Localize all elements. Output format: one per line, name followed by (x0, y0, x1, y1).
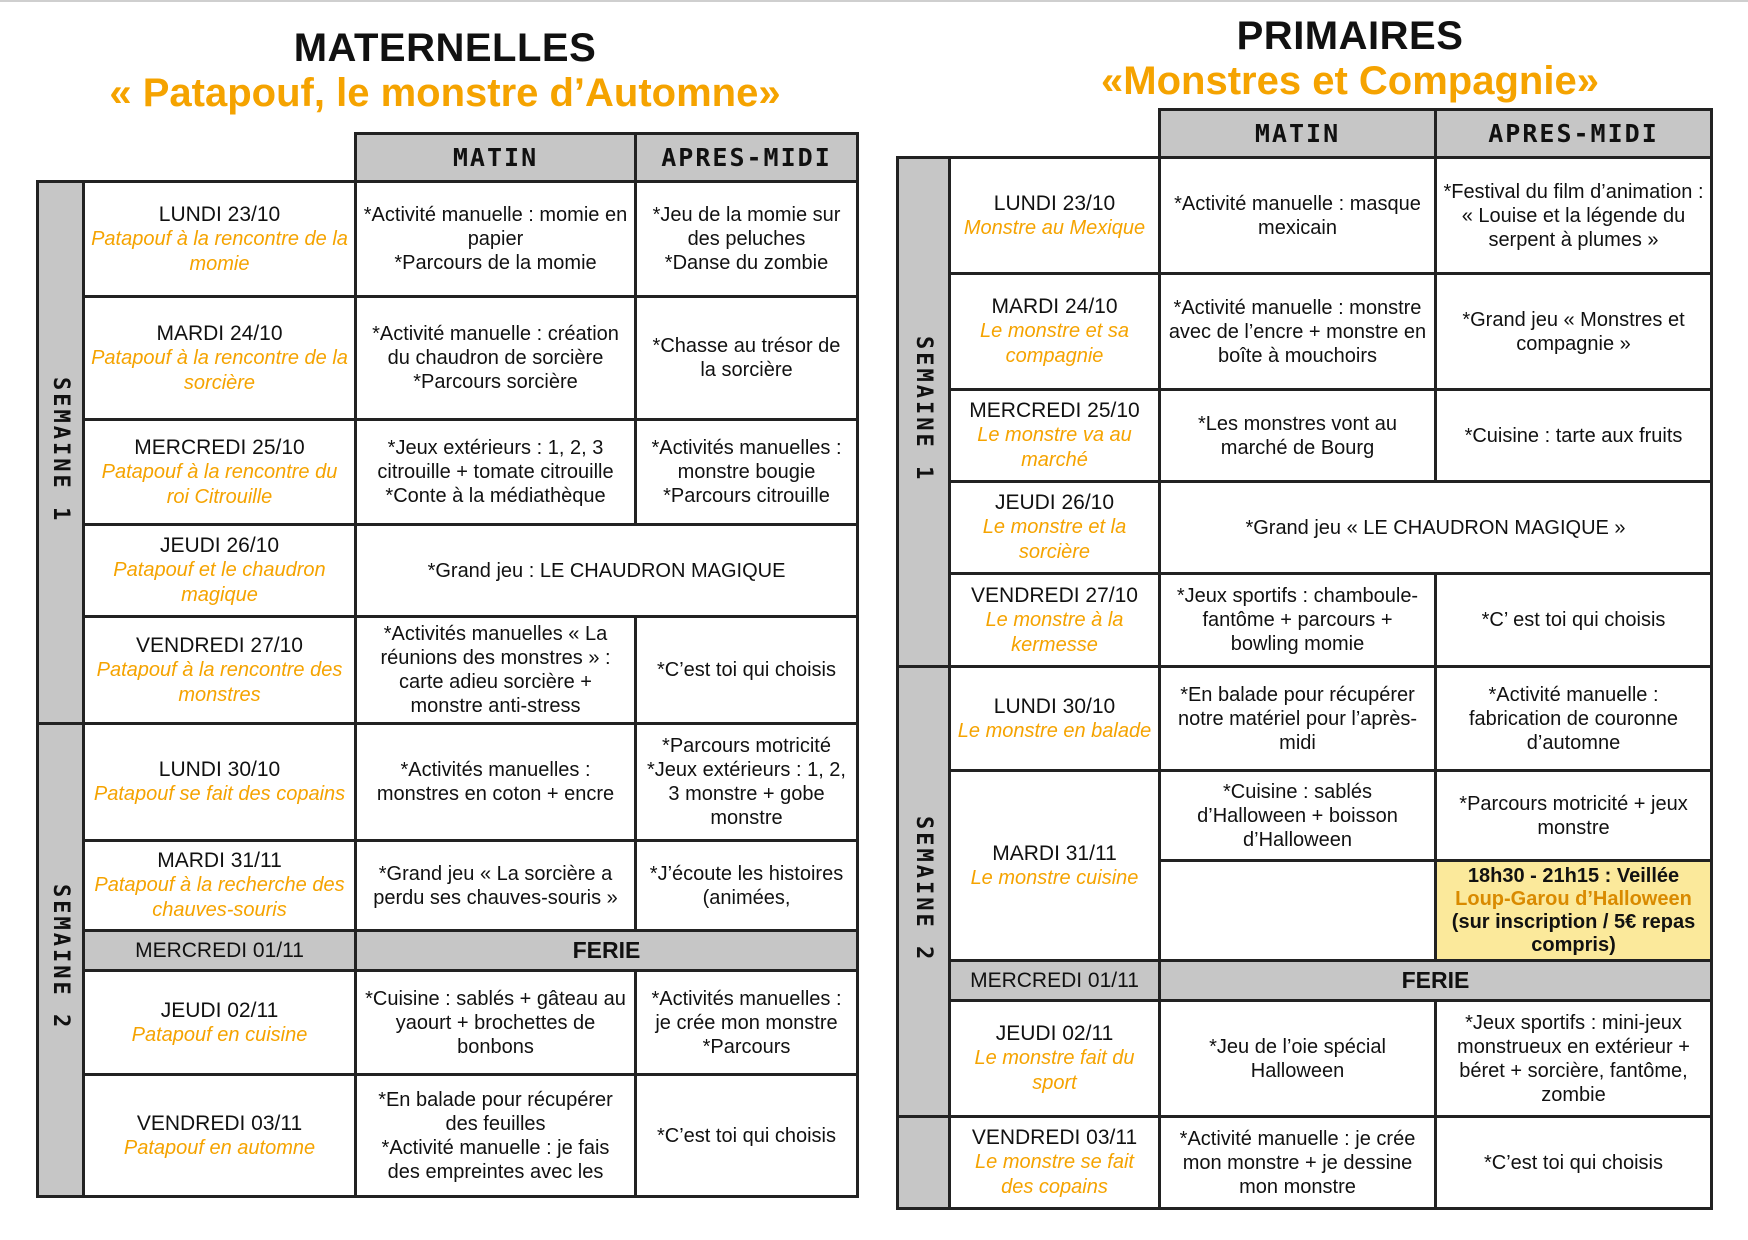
day-cell: JEUDI 02/11 Le monstre fait du sport (950, 1001, 1160, 1117)
apres-cell: *Festival du film d’animation : « Louise et la légende du serpent à plumes » (1436, 158, 1712, 274)
matin-cell: *En balade pour récupérer notre matériel pour l’après-midi (1160, 667, 1436, 771)
apres-cell: *Activités manuelles : monstre bougie *Parcours citrouille (636, 420, 858, 525)
col-header-matin: MATIN (1160, 110, 1436, 158)
matin-cell: *Les monstres vont au marché de Bourg (1160, 390, 1436, 482)
day-cell: MARDI 24/10 Le monstre et sa compagnie (950, 274, 1160, 390)
matin-cell: *Jeux sportifs : chamboule-fantôme + parcours + bowling momie (1160, 574, 1436, 667)
apres-cell: *Parcours motricité + jeux monstre (1436, 771, 1712, 861)
apres-cell: *Cuisine : tarte aux fruits (1436, 390, 1712, 482)
ferie-day-cell: MERCREDI 01/11 (950, 961, 1160, 1001)
primaires-header (980, 14, 1720, 104)
full-day-cell: *Grand jeu « LE CHAUDRON MAGIQUE » (1160, 482, 1712, 574)
day-cell: JEUDI 26/10 Le monstre et la sorcière (950, 482, 1160, 574)
apres-cell: *Activité manuelle : fabrication de couronne d’automne (1436, 667, 1712, 771)
ferie-day-cell: MERCREDI 01/11 (84, 931, 356, 971)
apres-cell: *Jeux sportifs : mini-jeux monstrueux en extérieur + béret + sorcière, fantôme, zombie (1436, 1001, 1712, 1117)
ferie-cell: FERIE (356, 931, 858, 971)
apres-cell: *Grand jeu « Monstres et compagnie » (1436, 274, 1712, 390)
day-cell: MARDI 31/11 Patapouf à la recherche des chauves-souris (84, 841, 356, 931)
col-header-matin: MATIN (356, 134, 636, 182)
apres-cell: *C’ est toi qui choisis (1436, 574, 1712, 667)
empty-cell (1160, 861, 1436, 961)
day-cell: VENDREDI 03/11 Patapouf en automne (84, 1075, 356, 1197)
corner-blank (84, 134, 356, 182)
primaires-table (896, 108, 1713, 1210)
primaires-title: PRIMAIRES (1236, 14, 1464, 58)
day-cell: MERCREDI 25/10 Patapouf à la rencontre du roi Citrouille (84, 420, 356, 525)
week-2-label: SEMAINE 2 (38, 724, 84, 1197)
apres-cell: *Jeu de la momie sur des peluches *Danse du zombie (636, 182, 858, 297)
corner-blank (898, 110, 950, 158)
day-cell: MARDI 31/11 Le monstre cuisine (950, 771, 1160, 961)
week-2-label-end (898, 1117, 950, 1209)
veillee-name: Loup-Garou d’Halloween (1455, 887, 1692, 910)
apres-cell: *C’est toi qui choisis (636, 1075, 858, 1197)
ferie-cell: FERIE (1160, 961, 1712, 1001)
matin-cell: *Activité manuelle : création du chaudron de sorcière *Parcours sorcière (356, 297, 636, 420)
corner-blank (38, 134, 84, 182)
matin-cell: *Cuisine : sablés d’Halloween + boisson d’Halloween (1160, 771, 1436, 861)
col-header-apres-midi: APRES-MIDI (1436, 110, 1712, 158)
apres-cell: *Activités manuelles : je crée mon monstre *Parcours (636, 971, 858, 1075)
matin-cell: *Activités manuelles « La réunions des monstres » : carte adieu sorcière + monstre anti-stress (356, 617, 636, 724)
day-cell: LUNDI 23/10 Monstre au Mexique (950, 158, 1160, 274)
week-1-label: SEMAINE 1 (898, 158, 950, 667)
matin-cell: *Activité manuelle : momie en papier *Parcours de la momie (356, 182, 636, 297)
veillee-info: (sur inscription / 5€ repas compris) (1451, 910, 1696, 956)
matin-cell: *Activité manuelle : masque mexicain (1160, 158, 1436, 274)
day-cell: VENDREDI 27/10 Patapouf à la rencontre des monstres (84, 617, 356, 724)
matin-cell: *En balade pour récupérer des feuilles *Activité manuelle : je fais des empreintes avec les (356, 1075, 636, 1197)
corner-blank (950, 110, 1160, 158)
day-cell: LUNDI 23/10 Patapouf à la rencontre de la momie (84, 182, 356, 297)
apres-cell: *Parcours motricité *Jeux extérieurs : 1, 2, 3 monstre + gobe monstre (636, 724, 858, 841)
maternelles-title: MATERNELLES (293, 26, 597, 70)
day-cell: MARDI 24/10 Patapouf à la rencontre de la sorcière (84, 297, 356, 420)
day-cell: LUNDI 30/10 Patapouf se fait des copains (84, 724, 356, 841)
matin-cell: *Grand jeu « La sorcière a perdu ses chauves-souris » (356, 841, 636, 931)
veillee-time: 18h30 - 21h15 : Veillée (1467, 864, 1680, 887)
matin-cell: *Jeu de l’oie spécial Halloween (1160, 1001, 1436, 1117)
matin-cell: *Cuisine : sablés + gâteau au yaourt + brochettes de bonbons (356, 971, 636, 1075)
col-header-apres-midi: APRES-MIDI (636, 134, 858, 182)
day-cell: JEUDI 02/11 Patapouf en cuisine (84, 971, 356, 1075)
maternelles-subtitle: « Patapouf, le monstre d’Automne» (109, 71, 781, 115)
week-2-label: SEMAINE 2 (898, 667, 950, 1117)
matin-cell: *Activités manuelles : monstres en coton + encre (356, 724, 636, 841)
top-border-line (0, 0, 1748, 2)
maternelles-header (80, 26, 810, 116)
matin-cell: *Jeux extérieurs : 1, 2, 3 citrouille + tomate citrouille *Conte à la médiathèque (356, 420, 636, 525)
day-cell: VENDREDI 27/10 Le monstre à la kermesse (950, 574, 1160, 667)
day-cell: MERCREDI 25/10 Le monstre va au marché (950, 390, 1160, 482)
primaires-subtitle: «Monstres et Compagnie» (1101, 59, 1599, 103)
matin-cell: *Activité manuelle : je crée mon monstre + je dessine mon monstre (1160, 1117, 1436, 1209)
maternelles-table (36, 132, 859, 1198)
apres-cell: *Chasse au trésor de la sorcière (636, 297, 858, 420)
week-1-label: SEMAINE 1 (38, 182, 84, 724)
day-cell: JEUDI 26/10 Patapouf et le chaudron magique (84, 525, 356, 617)
apres-cell: *C’est toi qui choisis (636, 617, 858, 724)
matin-cell: *Activité manuelle : monstre avec de l’encre + monstre en boîte à mouchoirs (1160, 274, 1436, 390)
apres-cell: *J’écoute les histoires (animées, (636, 841, 858, 931)
apres-cell: *C’est toi qui choisis (1436, 1117, 1712, 1209)
day-cell: VENDREDI 03/11 Le monstre se fait des copains (950, 1117, 1160, 1209)
veillee-cell (1436, 861, 1712, 961)
full-day-cell: *Grand jeu : LE CHAUDRON MAGIQUE (356, 525, 858, 617)
day-cell: LUNDI 30/10 Le monstre en balade (950, 667, 1160, 771)
